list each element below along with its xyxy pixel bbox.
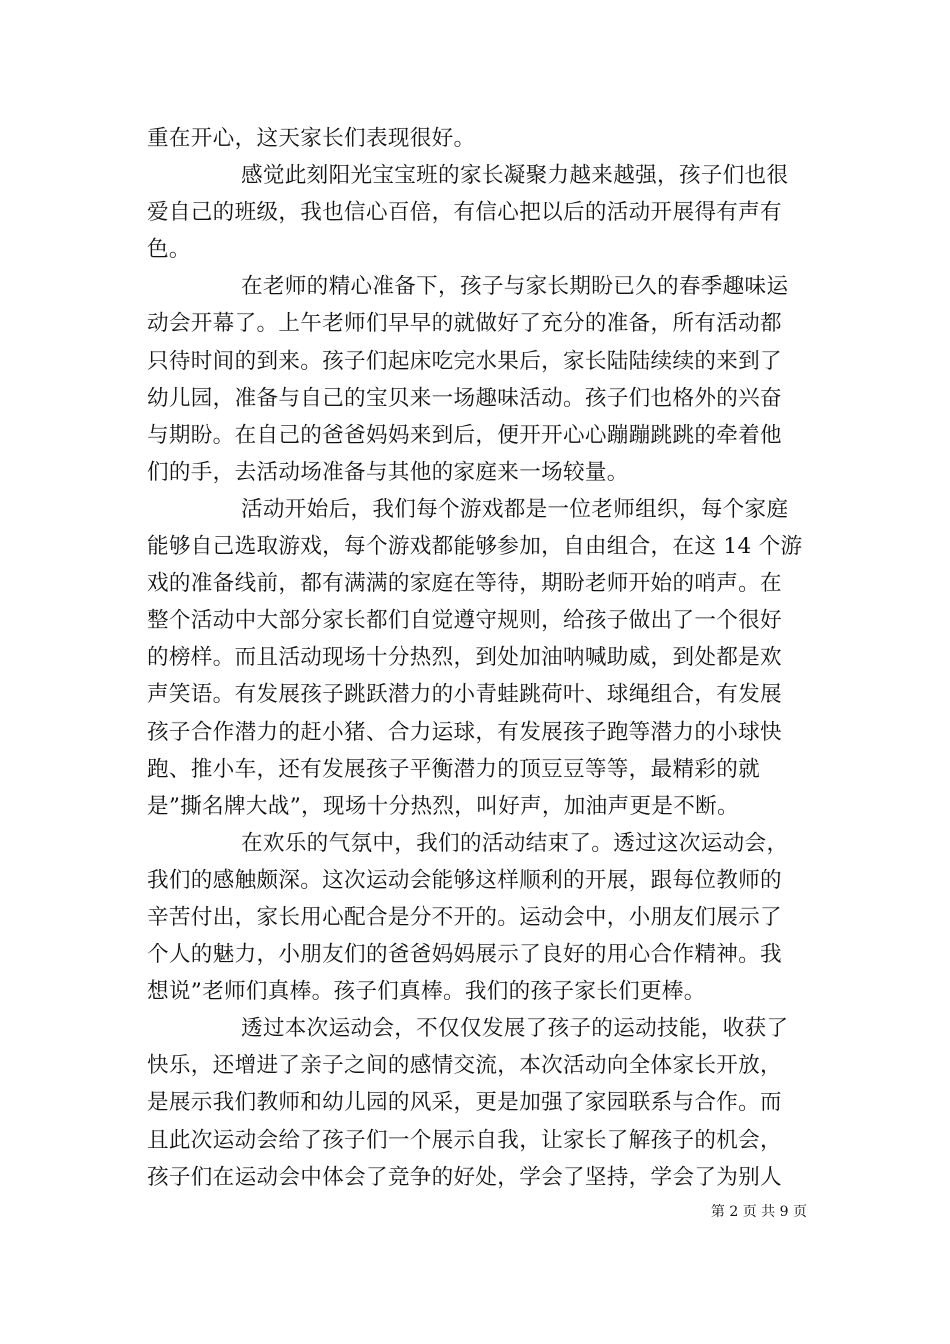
text-line: 声笑语。有发展孩子跳跃潜力的小青蛙跳荷叶、球绳组合，有发展 xyxy=(147,682,782,708)
text-line: 辛苦付出，家长用心配合是分不开的。运动会中，小朋友们展示了 xyxy=(147,904,782,930)
text-line: 快乐，还增进了亲子之间的感情交流，本次活动向全体家长开放， xyxy=(147,1053,782,1079)
text-line: 动会开幕了。上午老师们早早的就做好了充分的准备，所有活动都 xyxy=(147,311,782,337)
text-line: 是展示我们教师和幼儿园的风采，更是加强了家园联系与合作。而 xyxy=(147,1090,782,1116)
text-line: 孩子合作潜力的赶小猪、合力运球，有发展孩子跑等潜力的小球快 xyxy=(147,719,782,745)
page-number: 第 2 页 共 9 页 xyxy=(710,1204,807,1220)
text-line: 想说”老师们真棒。孩子们真棒。我们的孩子家长们更棒。 xyxy=(147,979,706,1005)
text-line: 整个活动中大部分家长都们自觉遵守规则，给孩子做出了一个很好 xyxy=(147,608,782,634)
text-line: 戏的准备线前，都有满满的家庭在等待，期盼老师开始的哨声。在 xyxy=(147,571,782,597)
text-line: 重在开心，这天家长们表现很好。 xyxy=(147,126,476,151)
text-line: 爱自己的班级，我也信心百倍，有信心把以后的活动开展得有声有 xyxy=(147,200,782,226)
text-line: 在欢乐的气氛中，我们的活动结束了。透过这次运动会， xyxy=(241,830,789,856)
text-line: 感觉此刻阳光宝宝班的家长凝聚力越来越强，孩子们也很 xyxy=(241,163,789,189)
text-line: 能够自己选取游戏，每个游戏都能够参加，自由组合，在这 14 个游 xyxy=(147,534,803,560)
text-line: 个人的魅力，小朋友们的爸爸妈妈展示了良好的用心合作精神。我 xyxy=(147,942,782,968)
text-line: 的榜样。而且活动现场十分热烈，到处加油呐喊助威，到处都是欢 xyxy=(147,645,782,671)
text-line: 跑、推小车，还有发展孩子平衡潜力的顶豆豆等等，最精彩的就 xyxy=(147,756,761,782)
text-line: 是”撕名牌大战”，现场十分热烈，叫好声，加油声更是不断。 xyxy=(147,793,739,819)
text-line: 只待时间的到来。孩子们起床吃完水果后，家长陆陆续续的来到了 xyxy=(147,348,782,374)
text-line: 在老师的精心准备下，孩子与家长期盼已久的春季趣味运 xyxy=(241,274,789,300)
text-line: 们的手，去活动场准备与其他的家庭来一场较量。 xyxy=(147,459,629,485)
text-line: 透过本次运动会，不仅仅发展了孩子的运动技能，收获了 xyxy=(241,1016,789,1042)
text-line: 与期盼。在自己的爸爸妈妈来到后，便开开心心蹦蹦跳跳的牵着他 xyxy=(147,422,782,448)
text-line: 我们的感触颇深。这次运动会能够这样顺利的开展，跟每位教师的 xyxy=(147,867,782,893)
document-body xyxy=(147,120,807,1196)
text-line: 色。 xyxy=(147,237,191,263)
text-line: 幼儿园，准备与自己的宝贝来一场趣味活动。孩子们也格外的兴奋 xyxy=(147,385,782,411)
text-line: 活动开始后，我们每个游戏都是一位老师组织，每个家庭 xyxy=(241,496,789,522)
text-line: 且此次运动会给了孩子们一个展示自我，让家长了解孩子的机会， xyxy=(147,1127,782,1153)
text-line: 孩子们在运动会中体会了竞争的好处，学会了坚持，学会了为别人 xyxy=(147,1164,782,1190)
